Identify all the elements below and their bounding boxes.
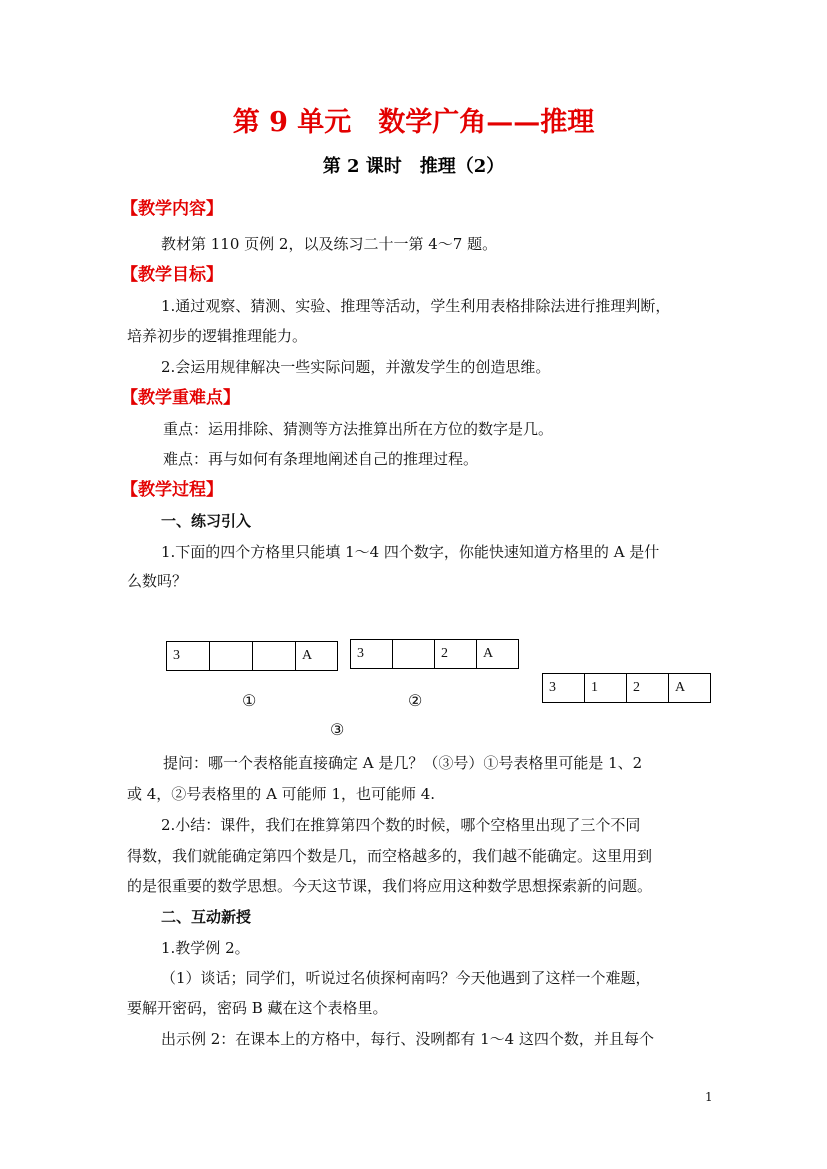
grid-1-cell <box>210 642 253 671</box>
hard-point: 难点：再与如何有条理地阐述自己的推理过程。 <box>163 450 479 468</box>
grid-2-cell: 2 <box>435 640 477 669</box>
talk-line-2: 要解开密码，密码 B 藏在这个表格里。 <box>127 999 388 1017</box>
part-1-title: 一、练习引入 <box>161 512 252 530</box>
grid-2 <box>350 639 519 669</box>
grid-1-label: ① <box>242 691 257 710</box>
section-header-content: 【教学内容】 <box>121 199 223 219</box>
show-example-line-1: 出示例 2：在课本上的方格中，每行、没咧都有 1～4 这四个数，并且每个 <box>161 1030 654 1048</box>
grid-3-cell: 1 <box>585 674 627 703</box>
grid-3-cell: 3 <box>543 674 585 703</box>
question-ask-line-1: 提问：哪一个表格能直接确定 A 是几？（③号）①号表格里可能是 1、2 <box>163 754 643 772</box>
grid-3-cell: 2 <box>627 674 669 703</box>
page-number: 1 <box>705 1090 713 1104</box>
grid-3-cell: A <box>669 674 711 703</box>
content-text: 教材第 110 页例 2，以及练习二十一第 4～7 题。 <box>161 235 498 253</box>
section-header-goals: 【教学目标】 <box>121 265 223 285</box>
question-1-line-2: 么数吗？ <box>127 572 188 590</box>
question-1-line-1: 1.下面的四个方格里只能填 1～4 四个数字，你能快速知道方格里的 A 是什 <box>161 543 660 561</box>
summary-line-3: 的是很重要的数学思想。今天这节课，我们将应用这种数学思想探索新的问题。 <box>127 877 653 895</box>
grid-2-cell: 3 <box>351 640 393 669</box>
part-2-title: 二、互动新授 <box>161 908 252 926</box>
talk-line-1: （1）谈话；同学们，听说过名侦探柯南吗？今天他遇到了这样一个难题， <box>161 969 651 987</box>
grid-2-label: ② <box>408 691 423 710</box>
example-title: 1.教学例 2。 <box>161 939 250 957</box>
grid-2-cell <box>393 640 435 669</box>
key-point: 重点：运用排除、猜测等方法推算出所在方位的数字是几。 <box>163 420 554 438</box>
section-header-process: 【教学过程】 <box>121 480 223 500</box>
goal-1-line-1: 1.通过观察、猜测、实验、推理等活动，学生利用表格排除法进行推理判断， <box>161 297 671 315</box>
grid-1-cell <box>253 642 296 671</box>
grid-1 <box>166 641 338 671</box>
grid-3-label: ③ <box>330 720 345 739</box>
section-header-key-points: 【教学重难点】 <box>121 388 240 408</box>
summary-line-1: 2.小结：课件，我们在推算第四个数的时候，哪个空格里出现了三个不同 <box>161 816 641 834</box>
page-title: 第 9 单元 数学广角——推理 <box>232 107 595 138</box>
lesson-subtitle: 第 2 课时 推理（2） <box>322 156 505 177</box>
grid-3 <box>542 673 711 703</box>
grid-2-cell: A <box>477 640 519 669</box>
goal-1-line-2: 培养初步的逻辑推理能力。 <box>127 327 308 345</box>
goal-2: 2.会运用规律解决一些实际问题，并激发学生的创造思维。 <box>161 358 551 376</box>
grid-1-cell: A <box>296 642 338 671</box>
question-ask-line-2: 或 4，②号表格里的 A 可能师 1，也可能师 4. <box>127 785 436 803</box>
grid-1-cell: 3 <box>167 642 210 671</box>
summary-line-2: 得数，我们就能确定第四个数是几，而空格越多的，我们越不能确定。这里用到 <box>127 847 653 865</box>
